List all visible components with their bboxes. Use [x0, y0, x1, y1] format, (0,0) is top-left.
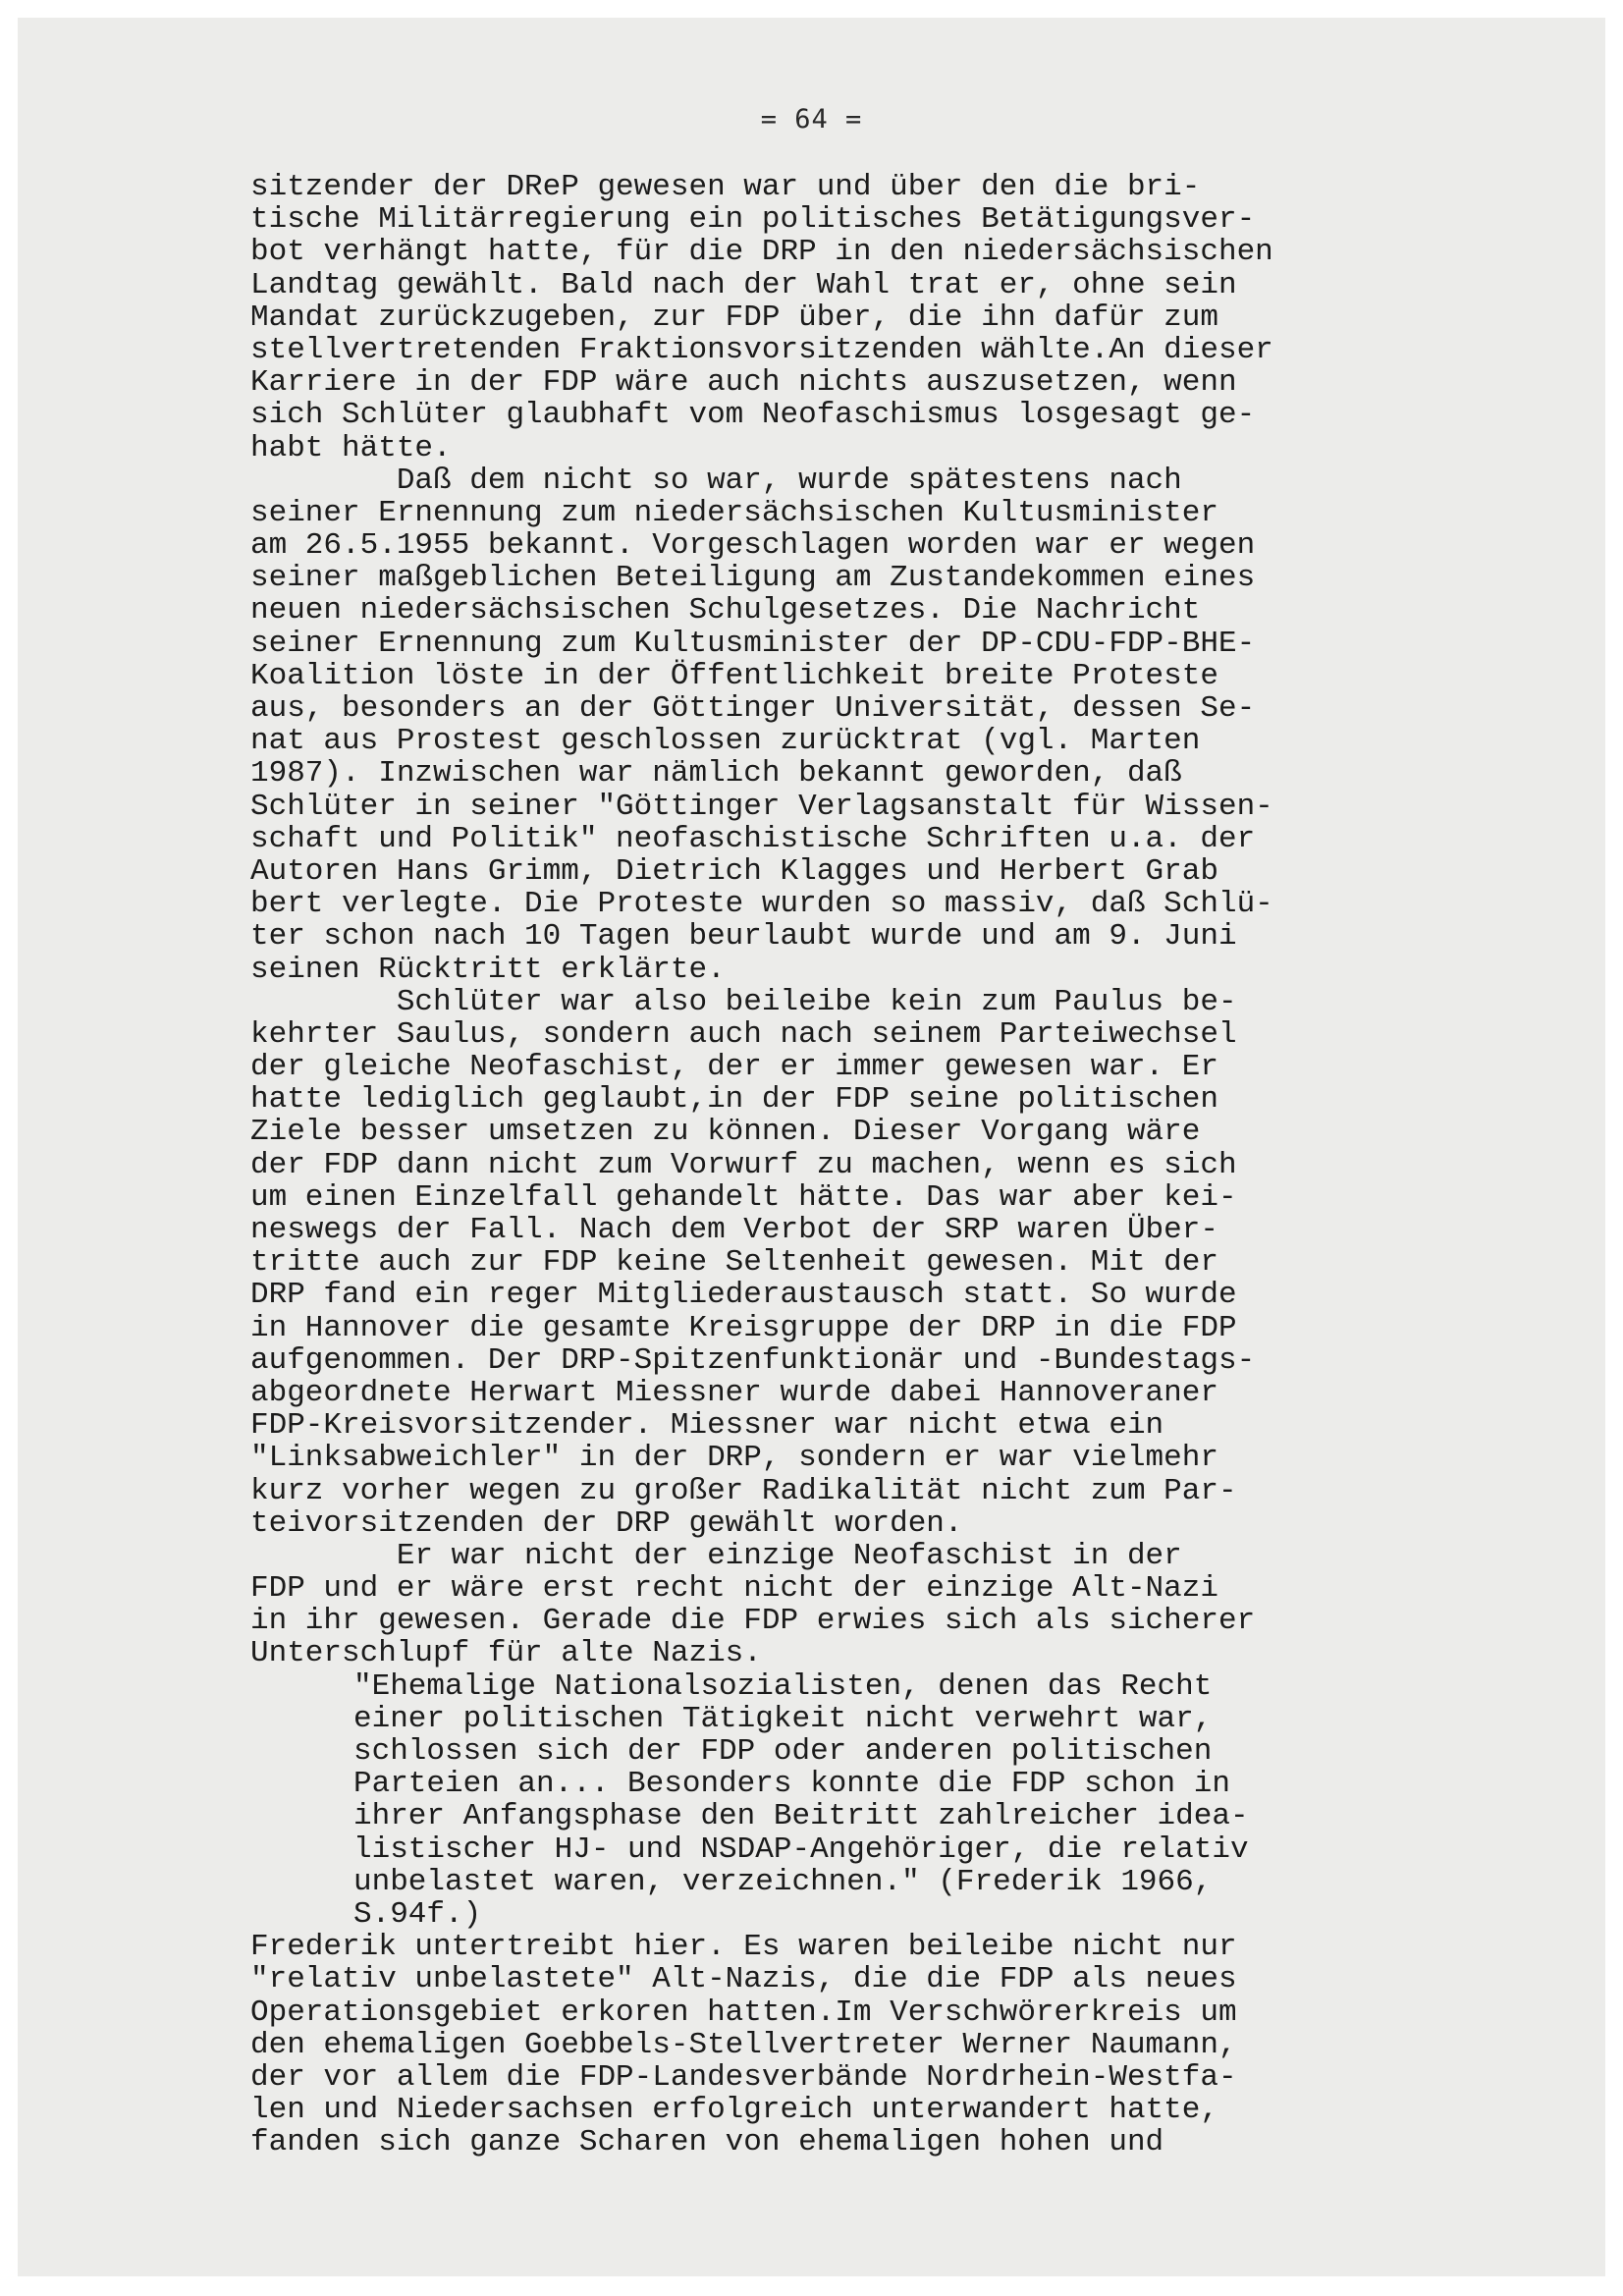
text-line: schaft und Politik" neofaschistische Schriften u.a. der [250, 821, 1256, 856]
text-line: Operationsgebiet erkoren hatten.Im Verschwörerkreis um [250, 1995, 1237, 2030]
text-line: tische Militärregierung ein politisches Betätigungsver- [250, 202, 1256, 238]
text-line: stellvertretenden Fraktionsvorsitzenden wählte.An dieser [250, 332, 1273, 367]
text-line: kurz vorher wegen zu großer Radikalität nicht zum Par- [250, 1473, 1237, 1508]
text-line: Daß dem nicht so war, wurde spätestens nach [250, 463, 1182, 498]
quote-line: S.94f.) [353, 1896, 482, 1932]
quote-line: ihrer Anfangsphase den Beitritt zahlreicher idea- [353, 1799, 1249, 1834]
text-line: Schlüter war also beileibe kein zum Paulus be- [250, 984, 1237, 1019]
quote-line: listischer HJ- und NSDAP-Angehöriger, die relativ [353, 1831, 1249, 1867]
text-line: seiner maßgeblichen Beteiligung am Zustandekommen eines [250, 561, 1256, 596]
text-line: ter schon nach 10 Tagen beurlaubt wurde und am 9. Juni [250, 919, 1237, 955]
text-line: Ziele besser umsetzen zu können. Dieser Vorgang wäre [250, 1115, 1201, 1150]
body-text [250, 171, 1429, 2159]
text-line: seinen Rücktritt erklärte. [250, 952, 726, 987]
text-line: der gleiche Neofaschist, der er immer gewesen war. Er [250, 1050, 1218, 1085]
text-line: Schlüter in seiner "Göttinger Verlagsanstalt für Wissen- [250, 789, 1273, 824]
text-line: um einen Einzelfall gehandelt hätte. Das war aber kei- [250, 1179, 1237, 1215]
text-line: "Linksabweichler" in der DRP, sondern er war vielmehr [250, 1441, 1218, 1476]
text-line: FDP-Kreisvorsitzender. Miessner war nicht etwa ein [250, 1408, 1164, 1444]
text-line: bert verlegte. Die Proteste wurden so massiv, daß Schlü- [250, 887, 1273, 922]
text-line: am 26.5.1955 bekannt. Vorgeschlagen worden war er wegen [250, 528, 1256, 564]
text-line: der vor allem die FDP-Landesverbände Nordrhein-Westfa- [250, 2059, 1237, 2095]
text-line: FDP und er wäre erst recht nicht der einzige Alt-Nazi [250, 1571, 1218, 1607]
text-line: habt hätte. [250, 430, 452, 465]
text-line: sich Schlüter glaubhaft vom Neofaschismus losgesagt ge- [250, 398, 1256, 433]
text-line: den ehemaligen Goebbels-Stellvertreter Werner Naumann, [250, 2027, 1237, 2062]
text-line: Autoren Hans Grimm, Dietrich Klagges und Herbert Grab [250, 853, 1218, 889]
text-line: 1987). Inzwischen war nämlich bekannt geworden, daß [250, 756, 1182, 792]
text-line: Frederik untertreibt hier. Es waren beileibe nicht nur [250, 1930, 1237, 1965]
text-line: "relativ unbelastete" Alt-Nazis, die die FDP als neues [250, 1962, 1237, 1997]
text-line: in ihr gewesen. Gerade die FDP erwies sich als sicherer [250, 1604, 1256, 1639]
text-line: in Hannover die gesamte Kreisgruppe der DRP in die FDP [250, 1310, 1237, 1345]
text-line: fanden sich ganze Scharen von ehemaligen hohen und [250, 2125, 1164, 2160]
text-line: hatte lediglich geglaubt,in der FDP seine politischen [250, 1082, 1218, 1118]
text-line: Unterschlupf für alte Nazis. [250, 1636, 762, 1671]
text-line: der FDP dann nicht zum Vorwurf zu machen, wenn es sich [250, 1147, 1237, 1182]
text-line: len und Niedersachsen erfolgreich unterwandert hatte, [250, 2093, 1218, 2128]
text-line: bot verhängt hatte, für die DRP in den niedersächsischen [250, 235, 1273, 270]
text-line: tritte auch zur FDP keine Seltenheit gewesen. Mit der [250, 1245, 1218, 1281]
text-line: Landtag gewählt. Bald nach der Wahl trat er, ohne sein [250, 267, 1237, 302]
text-line: neswegs der Fall. Nach dem Verbot der SRP waren Über- [250, 1213, 1218, 1247]
text-line: Karriere in der FDP wäre auch nichts auszusetzen, wenn [250, 365, 1237, 401]
text-line: seiner Ernennung zum Kultusminister der DP-CDU-FDP-BHE- [250, 626, 1256, 661]
quote-line: "Ehemalige Nationalsozialisten, denen das Recht [353, 1668, 1213, 1704]
text-line: aufgenommen. Der DRP-Spitzenfunktionär und -Bundestags- [250, 1342, 1256, 1378]
text-line: kehrter Saulus, sondern auch nach seinem Parteiwechsel [250, 1016, 1237, 1052]
text-line: Koalition löste in der Öffentlichkeit breite Proteste [250, 658, 1218, 693]
page-number: = 64 = [760, 104, 863, 135]
text-line: nat aus Prostest geschlossen zurücktrat (vgl. Marten [250, 724, 1201, 759]
text-line: DRP fand ein reger Mitgliederaustausch statt. So wurde [250, 1278, 1237, 1313]
text-line: aus, besonders an der Göttinger Universität, dessen Se- [250, 691, 1256, 726]
text-line: seiner Ernennung zum niedersächsischen Kultusminister [250, 495, 1218, 530]
text-line: sitzender der DReP gewesen war und über den die bri- [250, 170, 1201, 204]
quote-line: unbelastet waren, verzeichnen." (Frederik 1966, [353, 1864, 1213, 1899]
text-line: neuen niedersächsischen Schulgesetzes. Die Nachricht [250, 593, 1201, 629]
quote-line: Parteien an... Besonders konnte die FDP schon in [353, 1767, 1230, 1802]
text-line: abgeordnete Herwart Miessner wurde dabei Hannoveraner [250, 1375, 1218, 1410]
text-line: teivorsitzenden der DRP gewählt worden. [250, 1505, 963, 1541]
text-line: Er war nicht der einzige Neofaschist in der [250, 1538, 1182, 1573]
quote-line: einer politischen Tätigkeit nicht verwehrt war, [353, 1701, 1213, 1736]
quote-line: schlossen sich der FDP oder anderen politischen [353, 1734, 1213, 1769]
text-line: Mandat zurückzugeben, zur FDP über, die ihn dafür zum [250, 300, 1218, 335]
